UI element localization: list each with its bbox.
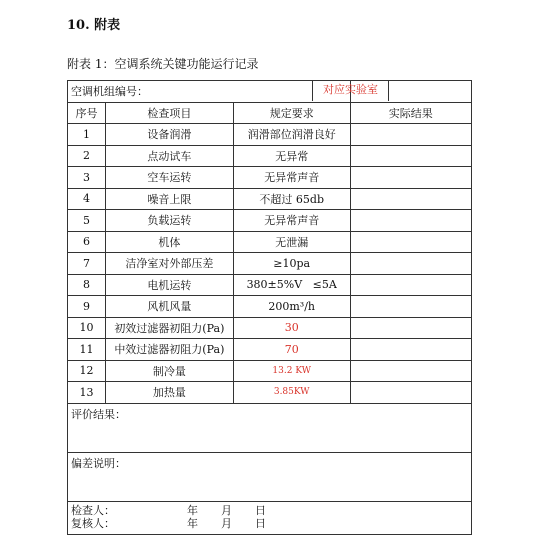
reviewer-line (71, 517, 468, 530)
ac-record-table (67, 80, 472, 535)
row-item: 电机运转 (105, 274, 233, 296)
table-row (68, 339, 472, 361)
table-row (68, 253, 472, 275)
unit-row (68, 81, 472, 103)
row-requirement: 润滑部位润滑良好 (233, 124, 350, 146)
table-row (68, 231, 472, 253)
table-row (68, 188, 472, 210)
row-item: 点动试车 (105, 145, 233, 167)
row-requirement: 380±5%V ≤5A (233, 274, 350, 296)
row-no: 8 (68, 274, 106, 296)
day-label: 日 (255, 516, 266, 530)
row-item: 中效过滤器初阻力(Pa) (105, 339, 233, 361)
unit-label-cell (68, 81, 378, 103)
row-no: 13 (68, 382, 106, 404)
row-result (350, 231, 471, 253)
row-item: 风机风量 (105, 296, 233, 318)
unit-label: 空调机组编号： (71, 85, 148, 99)
row-item: 设备润滑 (105, 124, 233, 146)
unit-value-box (312, 80, 389, 101)
table-row (68, 296, 472, 318)
row-no: 12 (68, 360, 106, 382)
header-requirement: 规定要求 (233, 102, 350, 124)
row-requirement: 200m³/h (233, 296, 350, 318)
row-requirement: 30 (233, 317, 350, 339)
row-no: 5 (68, 210, 106, 232)
evaluation-row (68, 403, 472, 452)
row-result (350, 145, 471, 167)
day-label: 日 (255, 503, 266, 517)
row-result (350, 188, 471, 210)
row-item: 空车运转 (105, 167, 233, 189)
year-label: 年 (187, 516, 198, 530)
row-requirement: 3.85KW (233, 382, 350, 404)
row-result (350, 210, 471, 232)
header-no: 序号 (68, 102, 106, 124)
table-row (68, 317, 472, 339)
deviation-cell (68, 452, 472, 501)
row-item: 负载运转 (105, 210, 233, 232)
row-requirement: 无异常 (233, 145, 350, 167)
row-requirement: ≥10pa (233, 253, 350, 275)
month-label: 月 (221, 503, 232, 517)
row-requirement: 无异常声音 (233, 210, 350, 232)
row-no: 3 (68, 167, 106, 189)
table-row (68, 382, 472, 404)
row-item: 噪音上限 (105, 188, 233, 210)
row-no: 4 (68, 188, 106, 210)
signature-row (68, 501, 472, 534)
table-caption: 附表 1：空调系统关键功能运行记录 (67, 57, 259, 71)
row-no: 6 (68, 231, 106, 253)
row-result (350, 167, 471, 189)
row-requirement: 不超过 65db (233, 188, 350, 210)
inspector-label: 检查人： (71, 503, 115, 517)
section-title: 10. 附表 (67, 18, 121, 33)
row-item: 加热量 (105, 382, 233, 404)
deviation-label: 偏差说明： (71, 456, 126, 470)
row-result (350, 339, 471, 361)
unit-value: 对应实验室 (323, 83, 378, 96)
reviewer-label: 复核人： (71, 516, 115, 530)
table-row (68, 124, 472, 146)
table-row (68, 145, 472, 167)
deviation-row (68, 452, 472, 501)
row-result (350, 317, 471, 339)
month-label: 月 (221, 516, 232, 530)
row-result (350, 253, 471, 275)
inspector-line (71, 504, 468, 517)
row-no: 11 (68, 339, 106, 361)
row-requirement: 无异常声音 (233, 167, 350, 189)
row-requirement: 无泄漏 (233, 231, 350, 253)
year-label: 年 (187, 503, 198, 517)
row-no: 9 (68, 296, 106, 318)
row-result (350, 274, 471, 296)
row-requirement: 13.2 KW (233, 360, 350, 382)
evaluation-label: 评价结果： (71, 407, 126, 421)
row-no: 1 (68, 124, 106, 146)
row-no: 7 (68, 253, 106, 275)
row-item: 制冷量 (105, 360, 233, 382)
row-requirement: 70 (233, 339, 350, 361)
signature-cell (68, 501, 472, 534)
table-row (68, 210, 472, 232)
row-item: 初效过滤器初阻力(Pa) (105, 317, 233, 339)
row-no: 10 (68, 317, 106, 339)
row-item: 机体 (105, 231, 233, 253)
row-result (350, 382, 471, 404)
row-result (350, 296, 471, 318)
row-result (350, 360, 471, 382)
header-row (68, 102, 472, 124)
table-row (68, 167, 472, 189)
row-no: 2 (68, 145, 106, 167)
row-item: 洁净室对外部压差 (105, 253, 233, 275)
header-result: 实际结果 (350, 102, 471, 124)
table-row (68, 274, 472, 296)
table-row (68, 360, 472, 382)
header-item: 检查项目 (105, 102, 233, 124)
row-result (350, 124, 471, 146)
evaluation-cell (68, 403, 472, 452)
